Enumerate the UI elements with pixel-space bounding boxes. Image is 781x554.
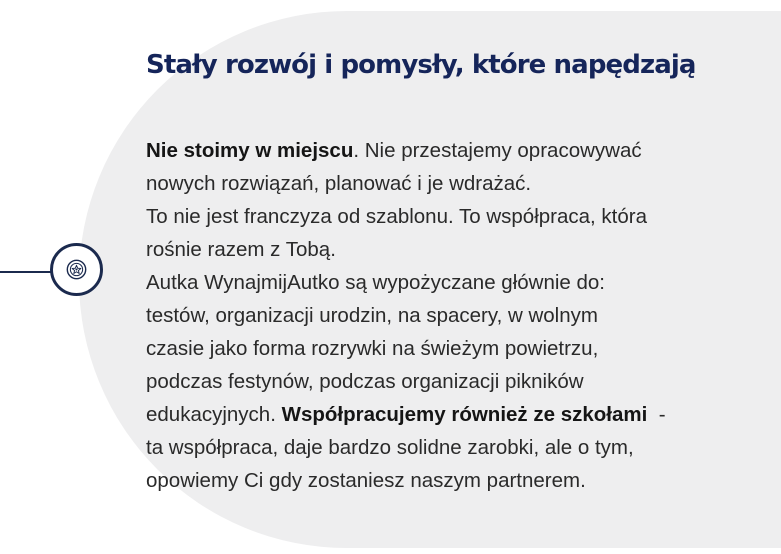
text-line: Autka WynajmijAutko są wypożyczane głównie do: xyxy=(146,271,606,294)
text-fragment: edukacyjnych. xyxy=(146,403,282,426)
text-fragment: . Nie przestajemy opracowywać xyxy=(353,139,642,162)
text-line: czasie jako forma rozrywki na świeżym powietrzu, xyxy=(146,337,599,360)
timeline-node xyxy=(50,243,103,296)
text-line: To nie jest franczyza od szablonu. To współpraca, która xyxy=(146,205,647,228)
text-line xyxy=(146,398,766,431)
body-text xyxy=(146,134,766,497)
bold-phrase: Nie stoimy w miejscu xyxy=(146,139,354,162)
text-line: testów, organizacji urodzin, na spacery, w wolnym xyxy=(146,304,598,327)
text-fragment: - xyxy=(647,403,666,426)
text-line xyxy=(146,134,766,167)
text-line: nowych rozwiązań, planować i je wdrażać. xyxy=(146,172,532,195)
text-line: ta współpraca, daje bardzo solidne zarobki, ale o tym, xyxy=(146,436,634,459)
section-heading: Stały rozwój i pomysły, które napędzają xyxy=(146,50,696,80)
text-line: rośnie razem z Tobą. xyxy=(146,238,336,261)
timeline-connector xyxy=(0,271,52,273)
wheel-icon xyxy=(66,259,87,280)
text-line: opowiemy Ci gdy zostaniesz naszym partnerem. xyxy=(146,469,586,492)
bold-phrase: Współpracujemy również ze szkołami xyxy=(281,403,648,426)
text-line: podczas festynów, podczas organizacji pikników xyxy=(146,370,584,393)
